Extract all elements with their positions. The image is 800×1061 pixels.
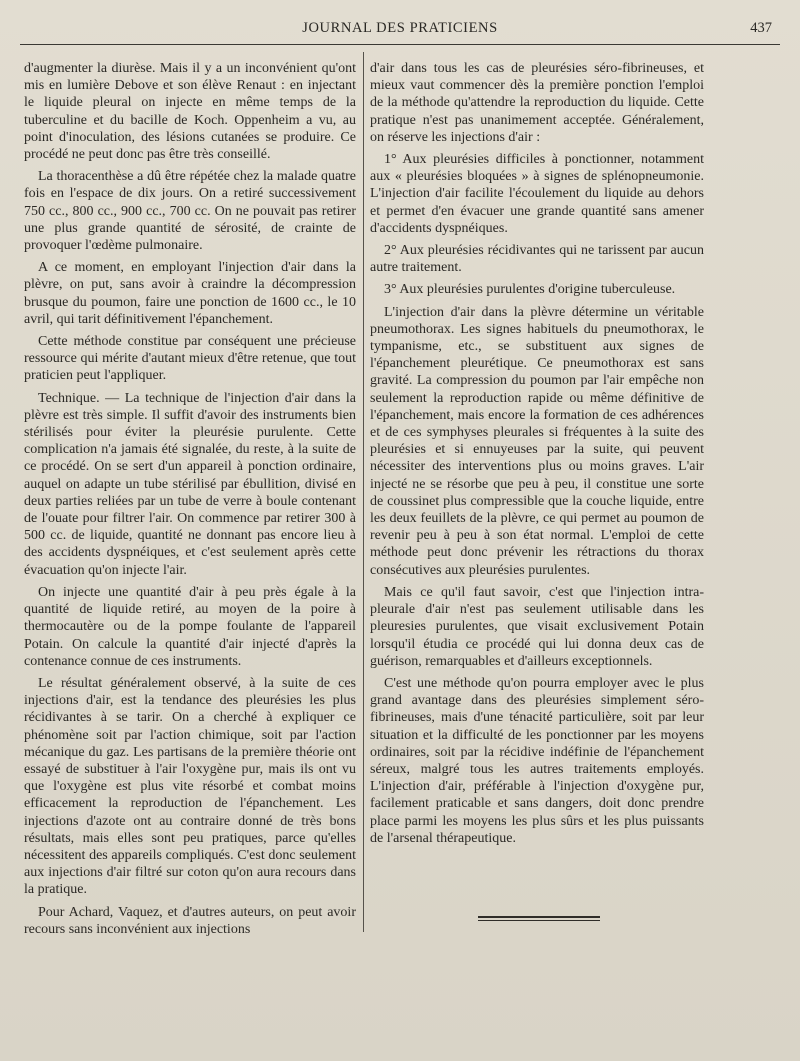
paragraph: d'augmenter la diurèse. Mais il y a un inconvénient qu'ont mis en lumière Debove et son élève Renaut : en injectant le liquide pleural on injecte en même temps de la tuberculine et du bacille de Koch. Oppenheim a vu, au point d'inoculation, des lésions cutanées se produire. Ce procédé ne peut donc pas être très conseillé. xyxy=(24,61,356,163)
paragraph: On injecte une quantité d'air à peu près égale à la quantité de liquide retiré, au moyen de la poire à thermocautère ou de la pompe foulante de l'appareil Potain. On calcule la quantité d'air injecté d'après la contenance connue de ces instruments. xyxy=(24,584,356,669)
end-rule xyxy=(478,916,600,923)
list-item: 2° Aux pleurésies récidivantes qui ne tarissent par aucun autre traitement. xyxy=(370,243,704,276)
paragraph: Cette méthode constitue par conséquent une précieuse ressource qui mérite d'autant mieux d'être retenue, que tout praticien peut l'appliquer. xyxy=(24,334,356,384)
paragraph: A ce moment, en employant l'injection d'air dans la plèvre, on put, sans avoir à craindre la décompression brusque du poumon, faire une ponction de 1600 cc., le 10 avril, qui tarit définitivement l'épanchement. xyxy=(24,260,356,327)
left-column xyxy=(24,60,356,943)
paragraph: La thoracenthèse a dû être répétée chez la malade quatre fois en l'espace de dix jours. On a retiré successivement 750 cc., 800 cc., 900 cc., 700 cc. On ne pouvait pas retirer une plus grande quantité de sérosité, de crainte de provoquer l'œdème pulmonaire. xyxy=(24,169,356,254)
paragraph: d'air dans tous les cas de pleurésies séro-fibrineuses, et mieux vaut commencer dès la première ponction l'emploi de la méthode qu'attendre la reproduction du liquide. Cette pratique n'est pas unanimement acceptée. Généralement, on réserve les injections d'air : xyxy=(370,61,704,145)
paragraph: C'est une méthode qu'on pourra employer avec le plus grand avantage dans des pleurésies simplement séro-fibrineuses, mais d'une ténacité particulière, soit par leur situation et la difficulté de les ponctionner par les moyens ordinaires, soit par la récidive indéfinie de l'épanchement séreux, malgré tous les autres traitements employés. L'injection d'air, préférable à l'injection d'oxygène pur, facilement praticable et sans dangers, doit donc prendre place parmi les moyens les plus sûrs et les plus puissants de l'arsenal thérapeutique. xyxy=(370,675,704,846)
list-item: 3° Aux pleurésies purulentes d'origine tuberculeuse. xyxy=(384,282,676,298)
paragraph: L'injection d'air dans la plèvre détermine un véritable pneumothorax. Les signes habituels du pneumothorax, le tympanisme, etc., se substituent aux signes de l'épanchement pleurétique. Ce pneumothorax est sans gravité. La compression du poumon par l'air empêche non seulement la reproduction rapide ou même définitive de l'épanchement, mais encore la formation de ces adhérences et de ces symphyses pleurales si fréquentes à la suite des pleurésies et si ennuyeuses par la suite, qui peuvent nécessiter des interventions plus ou moins graves. L'air injecté ne se résorbe que peu à peu, il constitue une sorte de coussinet plus compressible que la couche liquide, entre les deux feuillets de la plèvre, ce qui permet au poumon de revenir peu à peu à son état normal. L'emploi de cette méthode peut donc prévenir les rétractions du thorax consécutives aux pleurésies purulentes. xyxy=(370,304,704,578)
column-divider xyxy=(363,52,364,932)
right-column xyxy=(370,60,704,852)
page-header xyxy=(20,18,780,44)
list-item: 1° Aux pleurésies difficiles à ponctionner, notamment aux « pleurésies bloquées » à signes de splénopneumonie. L'injection d'air facilite l'écoulement du liquide au dehors et permet d'en évacuer une grande quantité sans amener d'accidents dyspnéiques. xyxy=(370,152,704,236)
paragraph: Le résultat généralement observé, à la suite de ces injections d'air, est la tendance des pleurésies les plus récidivantes à se tarir. On a cherché à expliquer ce phénomène soit par l'action chimique, soit par l'action mécanique du gaz. Les partisans de la première théorie ont essayé de substituer à l'air l'oxygène pur, mais ils ont vu que l'oxygène est plus vite résorbé et combat moins efficacement la reproduction de l'épanchement. Les injections d'azote ont au contraire donné de très bons résultats, mais elles sont peu pratiques, parce qu'elles nécessitent des appareils compliqués. C'est donc seulement aux injections d'air filtré sur coton qu'on aura recours dans la pratique. xyxy=(24,675,356,898)
paragraph: Technique. — La technique de l'injection d'air dans la plèvre est très simple. Il suffit d'avoir des instruments bien stérilisés pour éviter la pleurésie purulente. Cette complication n'a jamais été signalée, du reste, à la suite de ce procédé. On se sert d'un appareil à ponction ordinaire, auquel on adapte un tube stérilisé par ébullition, divisé en deux parties reliées par un tube de verre à boule contenant de l'ouate pour filtrer l'air. On commence par retirer 300 à 500 cc. de liquide, quantité ne donnant pas encore lieu à des accidents dyspnéiques, et c'est seulement après cette évacuation qu'on injecte l'air. xyxy=(24,390,356,578)
page-number: 437 xyxy=(750,20,772,36)
running-title: JOURNAL DES PRATICIENS xyxy=(302,20,498,36)
paragraph: Mais ce qu'il faut savoir, c'est que l'injection intra-pleurale d'air n'est pas seulement utilisable dans les pleuresies purulentes, que visait exclusivement Potain lorsqu'il étudia ce procédé qui lui donna deux cas de guérison, remarquables et d'ailleurs exceptionnels. xyxy=(370,584,704,669)
header-rule xyxy=(20,44,780,45)
paragraph: Pour Achard, Vaquez, et d'autres auteurs, on peut avoir recours sans inconvénient aux injections xyxy=(24,904,356,937)
